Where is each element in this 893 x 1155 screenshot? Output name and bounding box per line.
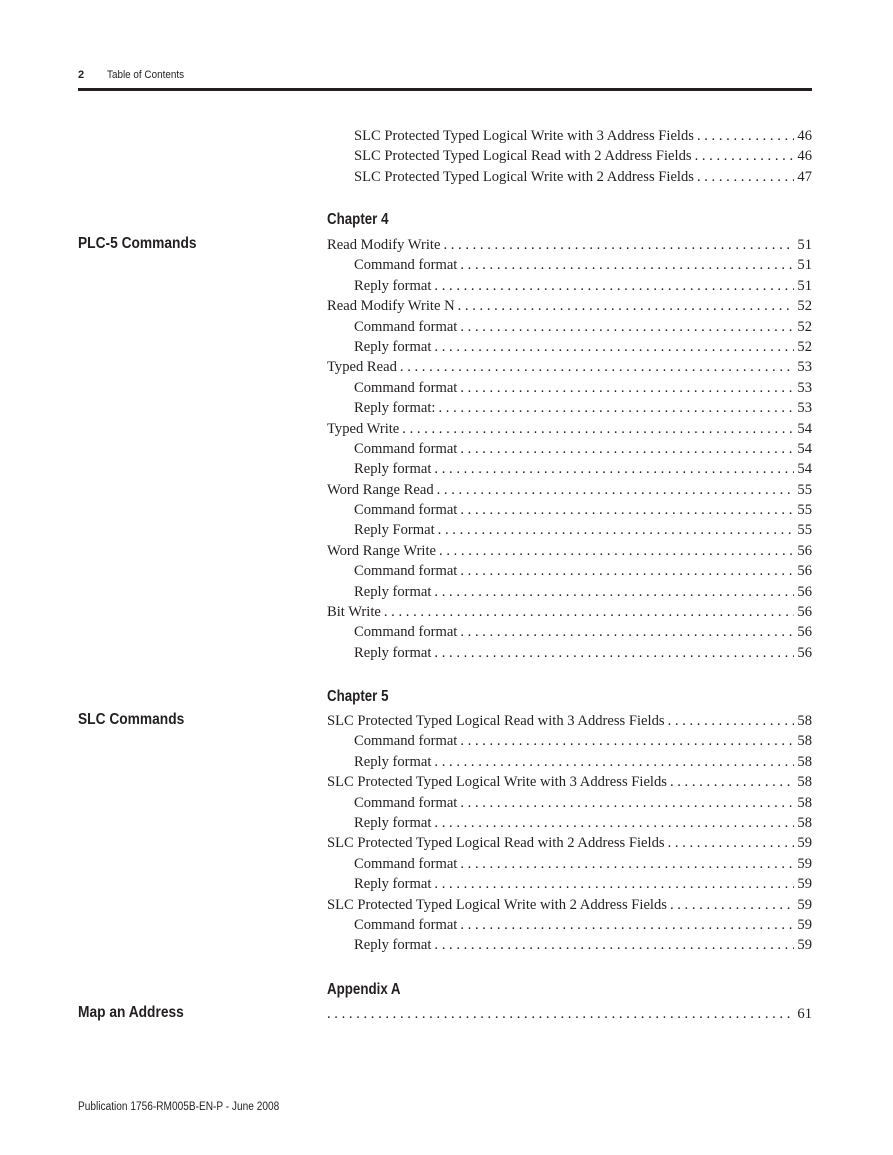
toc-leader-dots (460, 622, 794, 642)
toc-leader-dots (434, 813, 794, 833)
toc-entry-page: 56 (797, 542, 812, 559)
toc-entry[interactable] (327, 337, 812, 357)
toc-entry[interactable] (327, 874, 812, 894)
toc-leader-dots (668, 711, 795, 731)
toc-entry-page: 58 (797, 753, 812, 770)
toc-leader-dots (438, 520, 795, 540)
publication-footer: Publication 1756-RM005B-EN-P - June 2008 (78, 1101, 280, 1113)
toc-entry-title: Reply format (354, 338, 432, 355)
toc-entry[interactable] (327, 357, 812, 377)
toc-leader-dots (697, 167, 794, 187)
toc-leader-dots (460, 561, 794, 581)
toc-leader-dots (670, 895, 794, 915)
running-header (78, 69, 812, 91)
toc-leader-dots (460, 793, 794, 813)
toc-entry-page: 56 (797, 563, 812, 580)
toc-leader-dots (437, 480, 795, 500)
toc-entry-page: 56 (797, 604, 812, 621)
toc-leader-dots (434, 935, 794, 955)
toc-entry-title: Reply format (354, 937, 432, 954)
toc-leader-dots (438, 398, 794, 418)
toc-leader-dots (384, 602, 795, 622)
toc-entry-title: Read Modify Write (327, 237, 441, 253)
toc-entry-page: 58 (797, 814, 812, 831)
toc-entry-title: SLC Protected Typed Logical Write with 2 Address Fields (327, 896, 667, 913)
toc-entry-page: 59 (797, 896, 812, 913)
toc-entry[interactable] (327, 622, 812, 642)
toc-entry-title: Command format (354, 855, 458, 872)
toc-leader-dots (434, 337, 794, 357)
toc-entry-title: Reply Format (354, 522, 435, 539)
toc-leader-dots (434, 874, 794, 894)
chapter-title: SLC Commands (78, 711, 185, 728)
toc-entry[interactable] (327, 711, 812, 731)
toc-entry[interactable] (327, 520, 812, 540)
toc-entry-page: 52 (797, 338, 812, 355)
toc-entry[interactable] (327, 915, 812, 935)
toc-entry[interactable] (327, 935, 812, 955)
toc-entry-title: SLC Protected Typed Logical Read with 2 Address Fields (327, 835, 665, 852)
toc-entry-title: SLC Protected Typed Logical Write with 3 Address Fields (354, 128, 694, 144)
toc-entry[interactable] (327, 378, 812, 398)
toc-leader-dots (434, 643, 794, 663)
toc-entry[interactable] (327, 146, 812, 166)
toc-entry-page: 59 (797, 876, 812, 893)
toc-entry-title: Reply format (354, 753, 432, 770)
toc-leader-dots (434, 752, 794, 772)
chapter-label: Chapter 5 (327, 688, 389, 705)
chapter-label: Chapter 4 (327, 211, 389, 228)
toc-entry-title: Reply format (354, 583, 432, 600)
toc-leader-dots (443, 235, 794, 255)
toc-entry[interactable] (327, 398, 812, 418)
toc-leader-dots (695, 146, 795, 166)
toc-leader-dots (439, 541, 794, 561)
toc-leader-dots (460, 378, 794, 398)
toc-entry-page: 54 (797, 440, 812, 457)
toc-entry-title: Read Modify Write N (327, 298, 455, 315)
toc-entry[interactable] (327, 541, 812, 561)
toc-entry-page: 52 (797, 318, 812, 335)
page-number: 2 (78, 69, 85, 81)
toc-entry-title: Reply format (354, 876, 432, 893)
toc-leader-dots (460, 500, 794, 520)
toc-entry-title: Command format (354, 733, 458, 750)
toc-leader-dots (460, 317, 794, 337)
toc-entry-title: Reply format (354, 814, 432, 831)
toc-entry-page: 54 (797, 420, 812, 437)
toc-chapter-4-list (327, 235, 812, 663)
toc-entry-page: 53 (797, 379, 812, 396)
toc-entry[interactable] (327, 895, 812, 915)
toc-entry-page: 47 (797, 168, 812, 185)
toc-entry-page: 46 (797, 128, 812, 144)
toc-entry[interactable] (327, 126, 812, 146)
toc-entry-page: 53 (797, 400, 812, 417)
toc-entry-title: Typed Write (327, 420, 400, 437)
toc-leader-dots (400, 357, 795, 377)
toc-entry-page: 56 (797, 644, 812, 661)
toc-leader-dots (460, 255, 794, 275)
toc-entry-title: Command format (354, 563, 458, 580)
toc-entry[interactable] (327, 643, 812, 663)
toc-entry-title: Reply format (354, 644, 432, 661)
toc-entry-title: SLC Protected Typed Logical Read with 2 Address Fields (354, 148, 692, 165)
toc-entry-title: Command format (354, 794, 458, 811)
toc-entry[interactable] (327, 582, 812, 602)
header-rule (78, 88, 812, 91)
toc-entry-title: Command format (354, 318, 458, 335)
toc-entry-page: 55 (797, 481, 812, 498)
toc-entry-page: 59 (797, 937, 812, 954)
toc-entry[interactable] (327, 317, 812, 337)
toc-entry-page: 58 (797, 713, 812, 729)
toc-leader-dots (434, 459, 794, 479)
toc-entry[interactable] (327, 167, 812, 187)
toc-leader-dots (460, 854, 794, 874)
toc-entry-page: 46 (797, 148, 812, 165)
toc-entry[interactable] (327, 459, 812, 479)
toc-entry-title: Word Range Write (327, 542, 437, 559)
toc-entry-page: 52 (797, 298, 812, 315)
toc-leader-dots (327, 1004, 794, 1024)
toc-entry-title: SLC Protected Typed Logical Read with 3 Address Fields (327, 713, 665, 729)
toc-entry-page: 56 (797, 624, 812, 641)
toc-entry[interactable] (327, 602, 812, 622)
chapter-title: Map an Address (78, 1004, 184, 1021)
toc-entry-title: Command format (354, 624, 458, 641)
toc-entry-page: 59 (797, 835, 812, 852)
toc-entry-title: Command format (354, 916, 458, 933)
toc-entry[interactable] (327, 731, 812, 751)
toc-entry-page: 53 (797, 359, 812, 376)
toc-leader-dots (460, 915, 794, 935)
toc-leader-dots (670, 772, 794, 792)
toc-entry[interactable] (327, 419, 812, 439)
toc-entry[interactable] (327, 752, 812, 772)
chapter-title: PLC-5 Commands (78, 235, 197, 252)
toc-chapter-5-list (327, 711, 812, 956)
toc-entry-page: 54 (797, 461, 812, 478)
toc-entry-page: 58 (797, 733, 812, 750)
toc-entry-page: 61 (797, 1006, 812, 1022)
toc-leader-dots (460, 439, 794, 459)
toc-entry[interactable] (327, 813, 812, 833)
toc-entry-page: 59 (797, 916, 812, 933)
toc-entry[interactable] (327, 276, 812, 296)
toc-entry[interactable] (327, 480, 812, 500)
toc-entry[interactable] (327, 235, 812, 255)
toc-entry-title: Reply format (354, 277, 432, 294)
toc-leader-dots (434, 582, 794, 602)
toc-entry[interactable] (327, 439, 812, 459)
toc-entry[interactable] (327, 833, 812, 853)
toc-entry[interactable] (327, 255, 812, 275)
toc-entry-page: 58 (797, 774, 812, 791)
toc-entry-title: Command format (354, 440, 458, 457)
toc-entry-page: 51 (797, 257, 812, 274)
toc-leader-dots (402, 419, 794, 439)
toc-entry-title: Reply format: (354, 400, 436, 417)
toc-leader-dots (460, 731, 794, 751)
toc-entry-title: Reply format (354, 461, 432, 478)
toc-entry-title: SLC Protected Typed Logical Write with 3 Address Fields (327, 774, 667, 791)
chapter-label: Appendix A (327, 981, 401, 998)
toc-entry[interactable] (327, 793, 812, 813)
toc-entry-title: Command format (354, 379, 458, 396)
toc-entry[interactable] (327, 500, 812, 520)
toc-entry[interactable] (327, 854, 812, 874)
toc-leader-dots (458, 296, 795, 316)
toc-entry-page: 55 (797, 522, 812, 539)
toc-entry-title: SLC Protected Typed Logical Write with 2 Address Fields (354, 168, 694, 185)
toc-leader-dots (434, 276, 794, 296)
toc-leader-dots (668, 833, 795, 853)
toc-continued-list (327, 126, 812, 187)
toc-appendix-a-list (327, 1004, 812, 1024)
toc-entry[interactable] (327, 561, 812, 581)
toc-entry-page: 59 (797, 855, 812, 872)
toc-entry-title: Command format (354, 502, 458, 519)
toc-entry-page: 51 (797, 277, 812, 294)
toc-entry-title: Word Range Read (327, 481, 434, 498)
toc-entry-title: Command format (354, 257, 458, 274)
toc-entry-page: 55 (797, 502, 812, 519)
header-title: Table of Contents (107, 69, 185, 81)
toc-entry-page: 58 (797, 794, 812, 811)
toc-entry[interactable] (327, 296, 812, 316)
toc-leader-dots (697, 126, 794, 146)
toc-entry-page: 51 (797, 237, 812, 253)
toc-entry[interactable] (327, 772, 812, 792)
toc-entry-title: Bit Write (327, 604, 381, 621)
toc-entry[interactable] (327, 1004, 812, 1024)
toc-entry-title: Typed Read (327, 359, 397, 376)
toc-entry-page: 56 (797, 583, 812, 600)
